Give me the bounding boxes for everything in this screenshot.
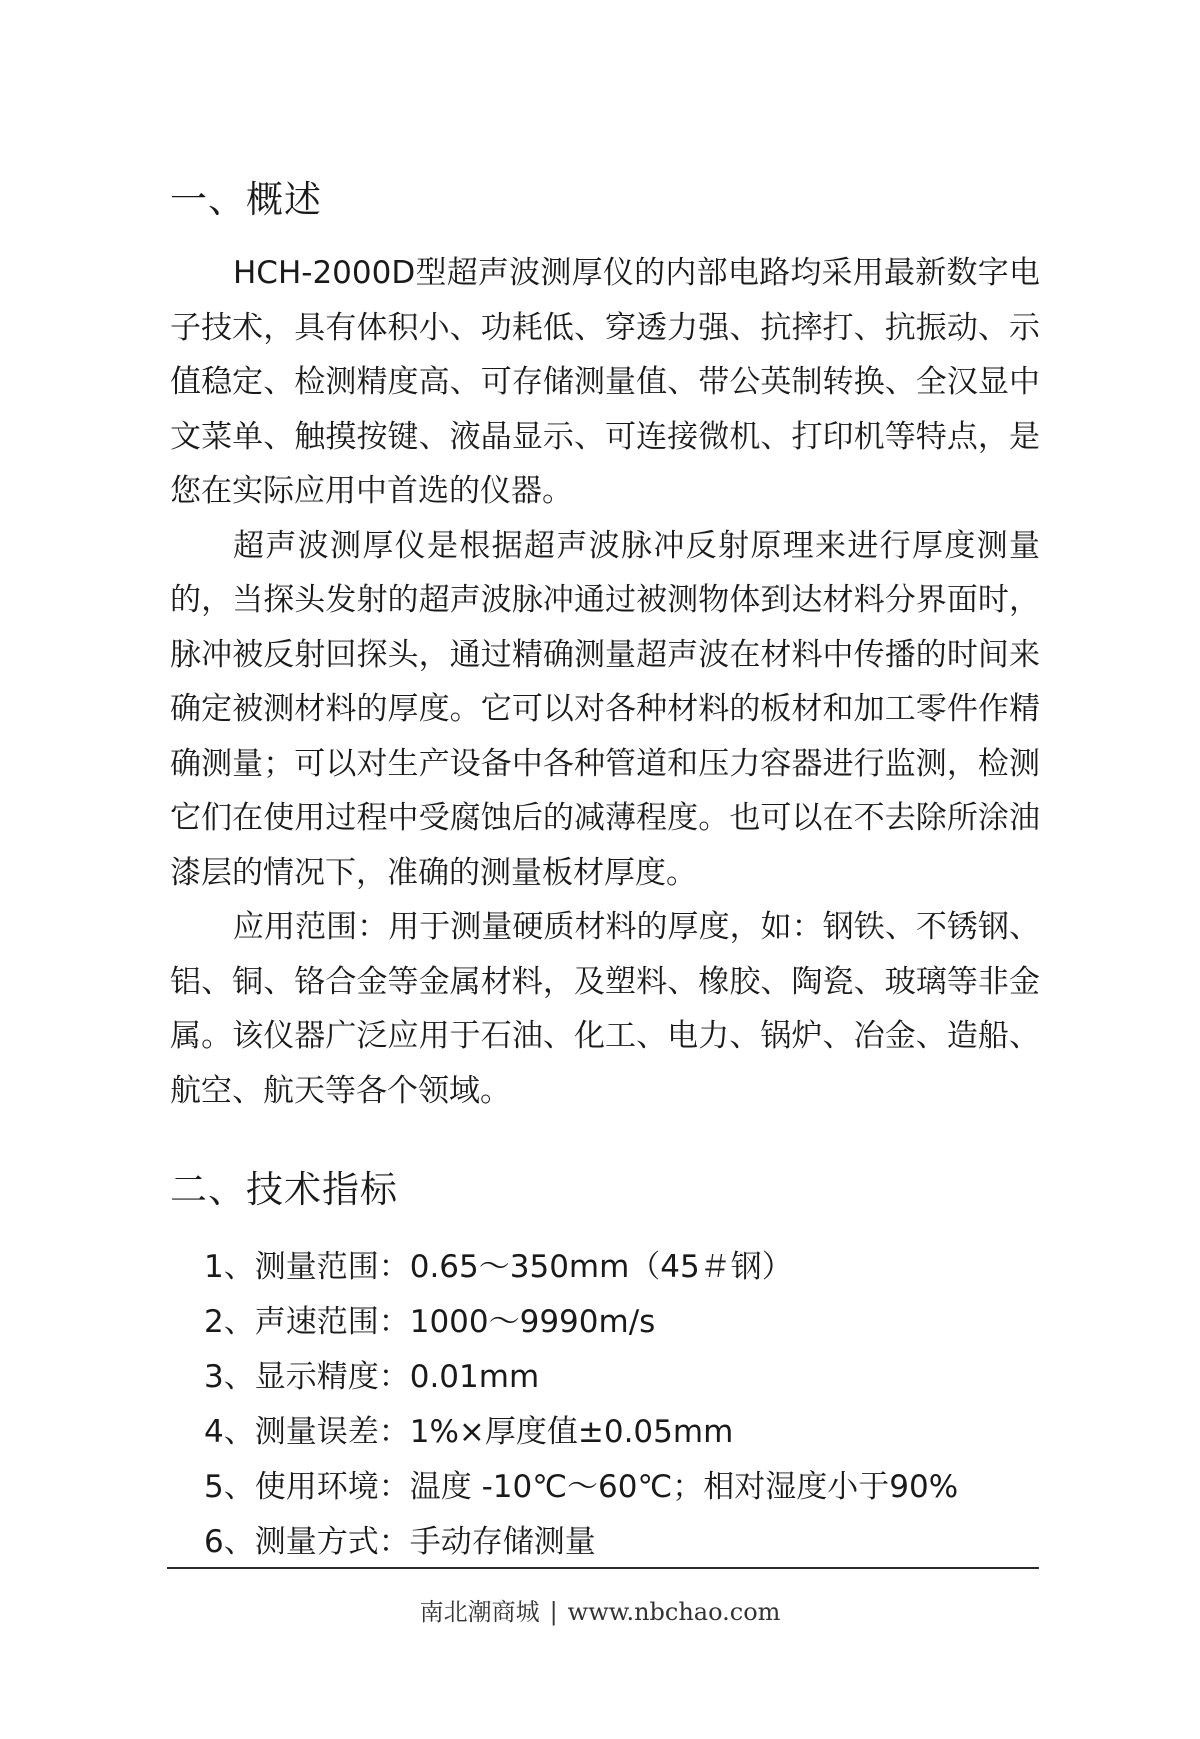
footer-site-name: 南北潮商城 xyxy=(419,1598,540,1626)
spec-item: 6、测量方式：手动存储测量 xyxy=(204,1524,596,1560)
spec-item: 2、声速范围：1000～9990m/s xyxy=(204,1304,656,1340)
footer-url-link[interactable]: www.nbchao.com xyxy=(567,1598,781,1626)
spec-item: 3、显示精度：0.01mm xyxy=(204,1359,540,1395)
spec-item: 5、使用环境：温度 -10℃～60℃；相对湿度小于90% xyxy=(204,1469,959,1505)
overview-paragraph-2: 超声波测厚仪是根据超声波脉冲反射原理来进行厚度测量的，当探头发射的超声波脉冲通过被测物体到达材料分界面时，脉冲被反射回探头，通过精确测量超声波在材料中传播的时间来确定被测材料的厚度。它可以对各种材料的板材和加工零件作精确测量；可以对生产设备中各种管道和压力容器进行监测，检测它们在使用过程中受腐蚀后的减薄程度。也可以在不去除所涂油漆层的情况下，准确的测量板材厚度。 xyxy=(170,527,1040,891)
overview-paragraph-1: HCH-2000D型超声波测厚仪的内部电路均采用最新数字电子技术，具有体积小、功耗低、穿透力强、抗摔打、抗振动、示值稳定、检测精度高、可存储测量值、带公英制转换、全汉显中文菜单、触摸按键、液晶显示、可连接微机、打印机等特点，是您在实际应用中首选的仪器。 xyxy=(170,255,1040,509)
footer-divider xyxy=(167,1567,1039,1569)
page-footer xyxy=(0,1595,1200,1629)
spec-list xyxy=(204,1240,958,1570)
overview-body xyxy=(170,246,1040,1118)
section-heading-specs: 二、技术指标 xyxy=(170,1168,398,1211)
section-heading-overview: 一、概述 xyxy=(170,178,322,221)
overview-paragraph-3: 应用范围：用于测量硬质材料的厚度，如：钢铁、不锈钢、铝、铜、铬合金等金属材料，及塑料、橡胶、陶瓷、玻璃等非金属。该仪器广泛应用于石油、化工、电力、锅炉、冶金、造船、航空、航天等各个领域。 xyxy=(170,909,1040,1109)
spec-item: 4、测量误差：1%×厚度值±0.05mm xyxy=(204,1414,734,1450)
spec-item: 1、测量范围：0.65～350mm（45＃钢） xyxy=(204,1249,793,1285)
footer-separator: | xyxy=(549,1598,558,1626)
